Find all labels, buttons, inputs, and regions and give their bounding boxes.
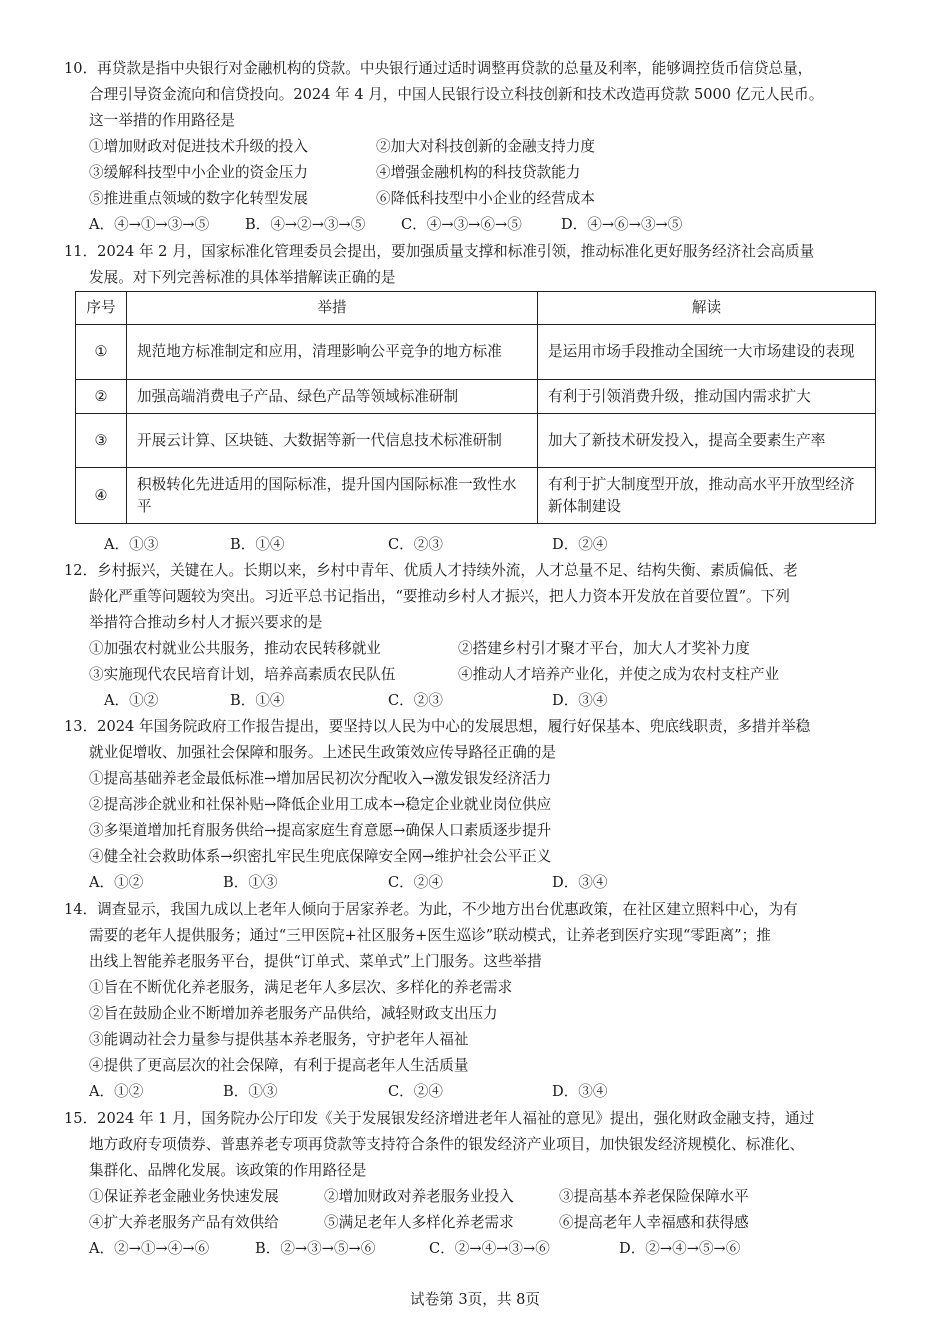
q15-statement: ①保证养老金融业务快速发展 <box>89 1188 279 1205</box>
q14-option-a[interactable]: A．①② <box>89 1083 144 1100</box>
q13-stem-line: 就业促增收、加强社会保障和服务。上述民生政策效应传导路径正确的是 <box>89 744 557 761</box>
q12-stem-line: 龄化严重等问题较为突出。习近平总书记指出，“要推动乡村人才振兴，把人力资本开发放在首要位置”。下列 <box>89 588 790 605</box>
q10-statement: ⑤推进重点领域的数字化转型发展 <box>89 190 308 207</box>
q13-option-c[interactable]: C．②④ <box>388 874 443 891</box>
table-header: 序号 <box>76 292 127 325</box>
q15-stem-line: 15．2024 年 1 月，国务院办公厅印发《关于发展银发经济增进老年人福祉的意见》提出，强化财政金融支持，通过 <box>64 1110 815 1127</box>
table-cell: ④ <box>76 468 127 524</box>
q10-stem-line: 这一举措的作用路径是 <box>89 112 235 129</box>
q15-statement: ⑤满足老年人多样化养老需求 <box>324 1214 514 1231</box>
q10-statement: ④增强金融机构的科技贷款能力 <box>376 164 581 181</box>
table-header-row <box>76 292 876 325</box>
q15-option-a[interactable]: A．②→①→④→⑥ <box>89 1240 210 1257</box>
q11-option-b[interactable]: B．①④ <box>230 536 285 553</box>
q12-stem-line: 举措符合推动乡村人才振兴要求的是 <box>89 614 323 631</box>
q14-stem-line: 出线上智能养老服务平台，提供“订单式、菜单式”上门服务。这些举措 <box>89 953 542 970</box>
q14-statement: ②旨在鼓励企业不断增加养老服务产品供给，减轻财政支出压力 <box>89 1005 498 1022</box>
q14-statement: ④提供了更高层次的社会保障，有利于提高老年人生活质量 <box>89 1057 469 1074</box>
q11-table <box>75 291 876 524</box>
q15-statement: ⑥提高老年人幸福感和获得感 <box>559 1214 749 1231</box>
q10-stem-line: 10．再贷款是指中央银行对金融机构的贷款。中央银行通过适时调整再贷款的总量及利率，能够调控货币信贷总量， <box>64 60 813 77</box>
q12-option-c[interactable]: C．②③ <box>388 692 443 709</box>
q15-stem-line: 地方政府专项债券、普惠养老专项再贷款等支持符合条件的银发经济产业项目，加快银发经济规模化、标准化、 <box>89 1136 805 1153</box>
q10-option-d[interactable]: D．④→⑥→③→⑤ <box>561 216 683 233</box>
q15-statement: ③提高基本养老保险保障水平 <box>559 1188 749 1205</box>
q11-option-d[interactable]: D．②④ <box>552 536 608 553</box>
q13-statement: ①提高基础养老金最低标准→增加居民初次分配收入→激发银发经济活力 <box>89 770 552 787</box>
q15-option-d[interactable]: D．②→④→⑤→⑥ <box>619 1240 741 1257</box>
table-cell: 加强高端消费电子产品、绿色产品等领域标准研制 <box>127 380 538 414</box>
q13-option-a[interactable]: A．①② <box>89 874 144 891</box>
table-header: 解读 <box>538 292 876 325</box>
table-cell: ① <box>76 325 127 380</box>
q12-statement: ①加强农村就业公共服务，推动农民转移就业 <box>89 640 381 657</box>
page-footer: 试卷第 3页，共 8页 <box>409 1291 540 1308</box>
table-row <box>76 468 876 524</box>
q14-stem-line: 14．调查显示，我国九成以上老年人倾向于居家养老。为此，不少地方出台优惠政策，在社区建立照料中心，为有 <box>64 901 798 918</box>
q10-option-b[interactable]: B．④→②→③→⑤ <box>245 216 366 233</box>
table-cell: 有利于扩大制度型开放，推动高水平开放型经济新体制建设 <box>538 468 876 524</box>
q10-option-c[interactable]: C．④→③→⑥→⑤ <box>401 216 522 233</box>
q12-statement: ④推动人才培养产业化，并使之成为农村支柱产业 <box>458 666 780 683</box>
q13-statement: ③多渠道增加托育服务供给→提高家庭生育意愿→确保人口素质逐步提升 <box>89 822 552 839</box>
q14-statement: ③能调动社会力量参与提供基本养老服务，守护老年人福祉 <box>89 1031 469 1048</box>
q15-option-b[interactable]: B．②→③→⑤→⑥ <box>255 1240 376 1257</box>
table-cell: 加大了新技术研发投入，提高全要素生产率 <box>538 414 876 468</box>
q15-stem-line: 集群化、品牌化发展。该政策的作用路径是 <box>89 1162 367 1179</box>
table-row <box>76 380 876 414</box>
q10-option-a[interactable]: A．④→①→③→⑤ <box>89 216 210 233</box>
table-cell: ② <box>76 380 127 414</box>
q10-stem-line: 合理引导资金流向和信贷投向。2024 年 4 月，中国人民银行设立科技创新和技术改造再贷款 5000 亿元人民币。 <box>89 86 824 103</box>
q14-option-d[interactable]: D．③④ <box>552 1083 608 1100</box>
q12-option-d[interactable]: D．③④ <box>552 692 608 709</box>
q15-option-c[interactable]: C．②→④→③→⑥ <box>429 1240 550 1257</box>
table-row <box>76 414 876 468</box>
q11-stem-line: 发展。对下列完善标准的具体举措解读正确的是 <box>89 269 396 286</box>
table-cell: 有利于引领消费升级，推动国内需求扩大 <box>538 380 876 414</box>
q14-statement: ①旨在不断优化养老服务，满足老年人多层次、多样化的养老需求 <box>89 979 513 996</box>
q13-statement: ②提高涉企就业和社保补贴→降低企业用工成本→稳定企业就业岗位供应 <box>89 796 552 813</box>
q13-option-b[interactable]: B．①③ <box>223 874 278 891</box>
q10-statement: ③缓解科技型中小企业的资金压力 <box>89 164 308 181</box>
q14-stem-line: 需要的老年人提供服务；通过“三甲医院+社区服务+医生巡诊”联动模式，让养老到医疗实现“零距离”；推 <box>89 927 771 944</box>
table-cell: 规范地方标准制定和应用，清理影响公平竞争的地方标准 <box>127 325 538 380</box>
table-cell: 开展云计算、区块链、大数据等新一代信息技术标准研制 <box>127 414 538 468</box>
q12-option-a[interactable]: A．①② <box>104 692 159 709</box>
q10-statement: ②加大对科技创新的金融支持力度 <box>376 138 595 155</box>
q12-statement: ③实施现代农民培育计划，培养高素质农民队伍 <box>89 666 396 683</box>
q12-stem-line: 12．乡村振兴，关键在人。长期以来，乡村中青年、优质人才持续外流，人才总量不足、结构失衡、素质偏低、老 <box>64 562 798 579</box>
q11-stem-line: 11．2024 年 2 月，国家标准化管理委员会提出，要加强质量支撑和标准引领，推动标准化更好服务经济社会高质量 <box>64 243 815 260</box>
q12-option-b[interactable]: B．①④ <box>230 692 285 709</box>
q14-option-b[interactable]: B．①③ <box>223 1083 278 1100</box>
q13-option-d[interactable]: D．③④ <box>552 874 608 891</box>
q10-statement: ⑥降低科技型中小企业的经营成本 <box>376 190 595 207</box>
q15-statement: ②增加财政对养老服务业投入 <box>324 1188 514 1205</box>
q11-option-c[interactable]: C．②③ <box>388 536 443 553</box>
table-header: 举措 <box>127 292 538 325</box>
table-row <box>76 325 876 380</box>
q12-statement: ②搭建乡村引才聚才平台，加大人才奖补力度 <box>458 640 750 657</box>
q15-statement: ④扩大养老服务产品有效供给 <box>89 1214 279 1231</box>
table-cell: 是运用市场手段推动全国统一大市场建设的表现 <box>538 325 876 380</box>
table-cell: ③ <box>76 414 127 468</box>
q10-statement: ①增加财政对促进技术升级的投入 <box>89 138 308 155</box>
table-cell: 积极转化先进适用的国际标准，提升国内国际标准一致性水平 <box>127 468 538 524</box>
q13-stem-line: 13．2024 年国务院政府工作报告提出，要坚持以人民为中心的发展思想，履行好保基本、兜底线职责，多措并举稳 <box>64 718 811 735</box>
q13-statement: ④健全社会救助体系→织密扎牢民生兜底保障安全网→维护社会公平正义 <box>89 848 552 865</box>
q11-option-a[interactable]: A．①③ <box>104 536 159 553</box>
q14-option-c[interactable]: C．②④ <box>388 1083 443 1100</box>
